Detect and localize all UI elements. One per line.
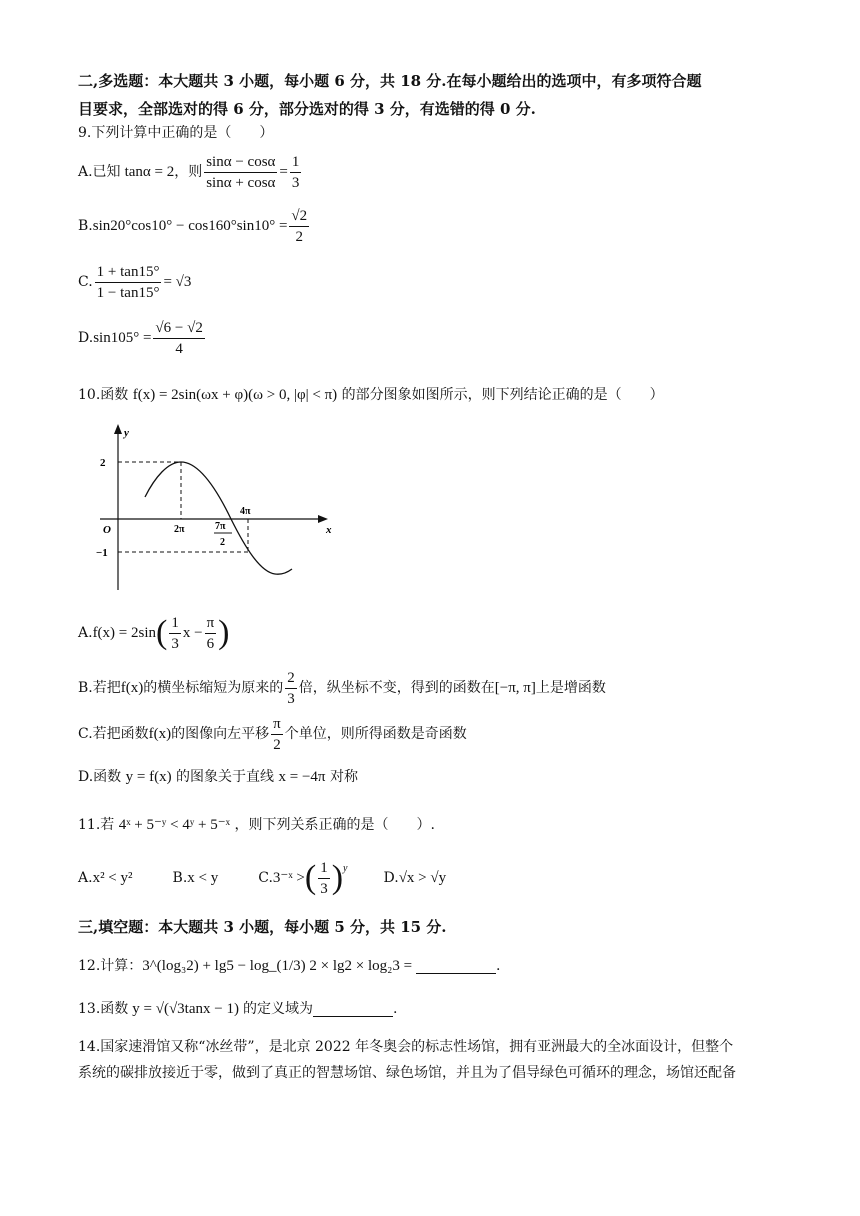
q10-d-func: y = f(x): [125, 769, 172, 785]
q13-expr: y = √(√3tanx − 1): [132, 1001, 239, 1017]
q10-a-frac1: [169, 613, 181, 654]
q9-option-d: [78, 316, 788, 360]
graph-x-tick-7pi-num: 7π: [215, 521, 226, 532]
q9-a-eq: =: [279, 164, 288, 180]
q11-options: [78, 852, 788, 904]
q9-d-expr: sin105° =: [93, 330, 152, 346]
q13-suffix: 的定义域为: [242, 1001, 313, 1017]
q9-a-prefix: A.已知: [78, 164, 121, 180]
q10-c-func: f(x): [148, 726, 172, 742]
q10-a-inner-den2: 6: [206, 635, 215, 652]
q10-d-mid: 的图象关于直线: [176, 769, 275, 785]
q10-b-suffix: 倍，纵坐标不变，得到的函数在: [298, 680, 495, 696]
q14-line2: 系统的碳排放接近于零，做到了真正的智慧场馆、绿色场馆，并且为了倡导绿色可循环的理念，场馆还配备: [78, 1065, 736, 1081]
section3-heading: 三,填空题：本大题共 3 小题，每小题 5 分，共 15 分.: [78, 918, 447, 936]
graph-y-label: y: [124, 427, 129, 439]
q10-stem-prefix: 10.函数: [78, 387, 129, 403]
graph-x-tick-4pi: 4π: [240, 506, 251, 517]
q11-a: A.: [78, 870, 93, 886]
q9-a-den: sinα + cosα: [206, 174, 276, 191]
q10-b-func: f(x): [120, 680, 144, 696]
q10-a-inner-den: 3: [171, 635, 179, 652]
q9-a-then: ，则: [174, 164, 203, 180]
q11-c-lparen: (: [304, 859, 317, 896]
q10-a-lparen: (: [156, 614, 168, 651]
q10-c-mid: 的图像向左平移: [171, 726, 270, 742]
q10-option-a: [78, 608, 788, 658]
q9-a-rnum: 1: [290, 152, 302, 173]
q9-a-num: sinα − cosα: [204, 152, 277, 173]
section2-heading-line1: 二,多选题：本大题共 3 小题，每小题 6 分，共 18 分.在每小题给出的选项中，有多项符合题: [78, 72, 702, 90]
q10-option-b: [78, 666, 788, 710]
q10-b-prefix: B.若把: [78, 680, 121, 696]
q10-d-suffix: 对称: [329, 769, 358, 785]
q9-a-rden: 3: [291, 174, 300, 191]
q9-option-c: [78, 260, 788, 304]
q9-b-num: √2: [289, 206, 309, 227]
q10-stem-func: f(x) = 2sin(ωx + φ)(ω > 0, |φ| < π): [132, 387, 338, 403]
q11-c-exp: y: [343, 863, 348, 874]
q9-c-num: 1 + tan15°: [95, 262, 162, 283]
sine-curve: [145, 462, 292, 574]
q10-b-interval: [−π, π]: [494, 680, 536, 696]
q10-c-suffix: 个单位，则所得函数是奇函数: [284, 726, 467, 742]
q10-d-prefix: D.函数: [78, 769, 122, 785]
q9-a-result: [290, 152, 302, 193]
q9-c-den: 1 − tan15°: [96, 284, 160, 301]
q11-d: D.: [383, 870, 399, 886]
q14-line1: 14.国家速滑馆又称“冰丝带”，是北京 2022 年冬奥会的标志性场馆，拥有亚洲最大的全冰面设计，但整个: [78, 1039, 734, 1055]
graph-origin-label: O: [103, 524, 111, 536]
q11-d-expr: √x > √y: [398, 870, 447, 886]
q10-c-den: 2: [273, 736, 281, 753]
q9-d-prefix: D.: [78, 330, 94, 346]
q9-d-den: 4: [175, 340, 183, 357]
q9-option-a: [78, 150, 788, 194]
q9-b-prefix: B.: [78, 218, 93, 234]
q9-option-b: [78, 204, 788, 248]
q11-stem: [78, 812, 788, 838]
q10-a-lhs: f(x) = 2sin: [92, 625, 157, 641]
q9-stem: 9.下列计算中正确的是（ ）: [78, 125, 274, 141]
q10-b-end: 上是增函数: [535, 680, 606, 696]
q9-b-fraction: [289, 206, 309, 247]
q9-c-fraction: [95, 262, 162, 303]
q10-a-rparen: ): [218, 614, 230, 651]
q9-a-fraction: [204, 152, 277, 193]
q11-c: C.: [258, 870, 273, 886]
q9-b-den: 2: [295, 228, 304, 245]
q9-d-num: √6 − √2: [153, 318, 204, 339]
q10-d-line: x = −4π: [278, 769, 326, 785]
q10-c-prefix: C.若把函数: [78, 726, 149, 742]
q10-c-fraction: [271, 714, 283, 755]
q12-end: .: [496, 958, 501, 974]
q10-b-mid: 的横坐标缩短为原来的: [143, 680, 284, 696]
graph-x-tick-7pi-den: 2: [220, 537, 225, 548]
q10-option-c: [78, 712, 788, 756]
q11-c-rparen: ): [331, 859, 344, 896]
x-axis-arrow: [318, 515, 328, 523]
q9-d-fraction: [153, 318, 204, 359]
q12-expr: 3^(log₃2) + lg5 − log_(1/3) 2 × lg2 × log₂3 =: [142, 958, 413, 974]
q11-c-num: 1: [318, 858, 330, 879]
q13-answer-blank: [313, 1002, 393, 1017]
q10-a-inner-num2: π: [205, 613, 217, 634]
q9-c-prefix: C.: [78, 274, 93, 290]
q11-b-expr: x < y: [187, 870, 219, 886]
graph-x-tick-2pi: 2π: [174, 524, 185, 535]
y-axis-arrow: [114, 424, 122, 434]
q11-stem-expr: 4ˣ + 5⁻ʸ < 4ʸ + 5⁻ˣ: [118, 817, 231, 833]
graph-x-label: x: [326, 524, 332, 536]
q11-c-fraction: [318, 858, 330, 899]
q11-a-expr: x² < y²: [92, 870, 133, 886]
q10-stem: [78, 382, 788, 408]
q10-a-prefix: A.: [78, 625, 93, 641]
section2-heading-line2: 目要求，全部选对的得 6 分，部分选对的得 3 分，有选错的得 0 分.: [78, 100, 536, 118]
q10-option-d: [78, 764, 788, 790]
q10-graph: [90, 422, 350, 592]
q12: [78, 948, 788, 984]
q10-c-num: π: [271, 714, 283, 735]
q13: [78, 994, 788, 1024]
q10-a-frac2: [205, 613, 217, 654]
q11-c-den: 3: [320, 880, 328, 897]
q11-stem-prefix: 11.若: [78, 817, 115, 833]
q9-b-expr: sin20°cos10° − cos160°sin10° =: [92, 218, 288, 234]
graph-y-tick-min: −1: [96, 547, 108, 559]
q11-stem-suffix: ，则下列关系正确的是（ ）.: [234, 817, 435, 833]
graph-y-tick-max: 2: [100, 457, 106, 469]
q11-b: B.: [172, 870, 188, 886]
q9-a-cond: tanα = 2: [124, 164, 175, 180]
q11-c-expr: 3⁻ˣ >: [272, 870, 305, 886]
q10-stem-suffix: 的部分图象如图所示，则下列结论正确的是（ ）: [341, 387, 664, 403]
q13-end: .: [392, 1001, 398, 1017]
q9-c-rhs: = √3: [163, 274, 192, 290]
q10-a-inner-mid: x −: [182, 625, 203, 641]
q10-b-den: 3: [287, 690, 295, 707]
q10-b-num: 2: [285, 668, 297, 689]
q12-answer-blank: [416, 959, 496, 974]
q10-b-fraction: [285, 668, 297, 709]
q10-a-inner-num: 1: [169, 613, 181, 634]
q12-prefix: 12.计算：: [78, 958, 143, 974]
q13-prefix: 13.函数: [78, 1001, 129, 1017]
